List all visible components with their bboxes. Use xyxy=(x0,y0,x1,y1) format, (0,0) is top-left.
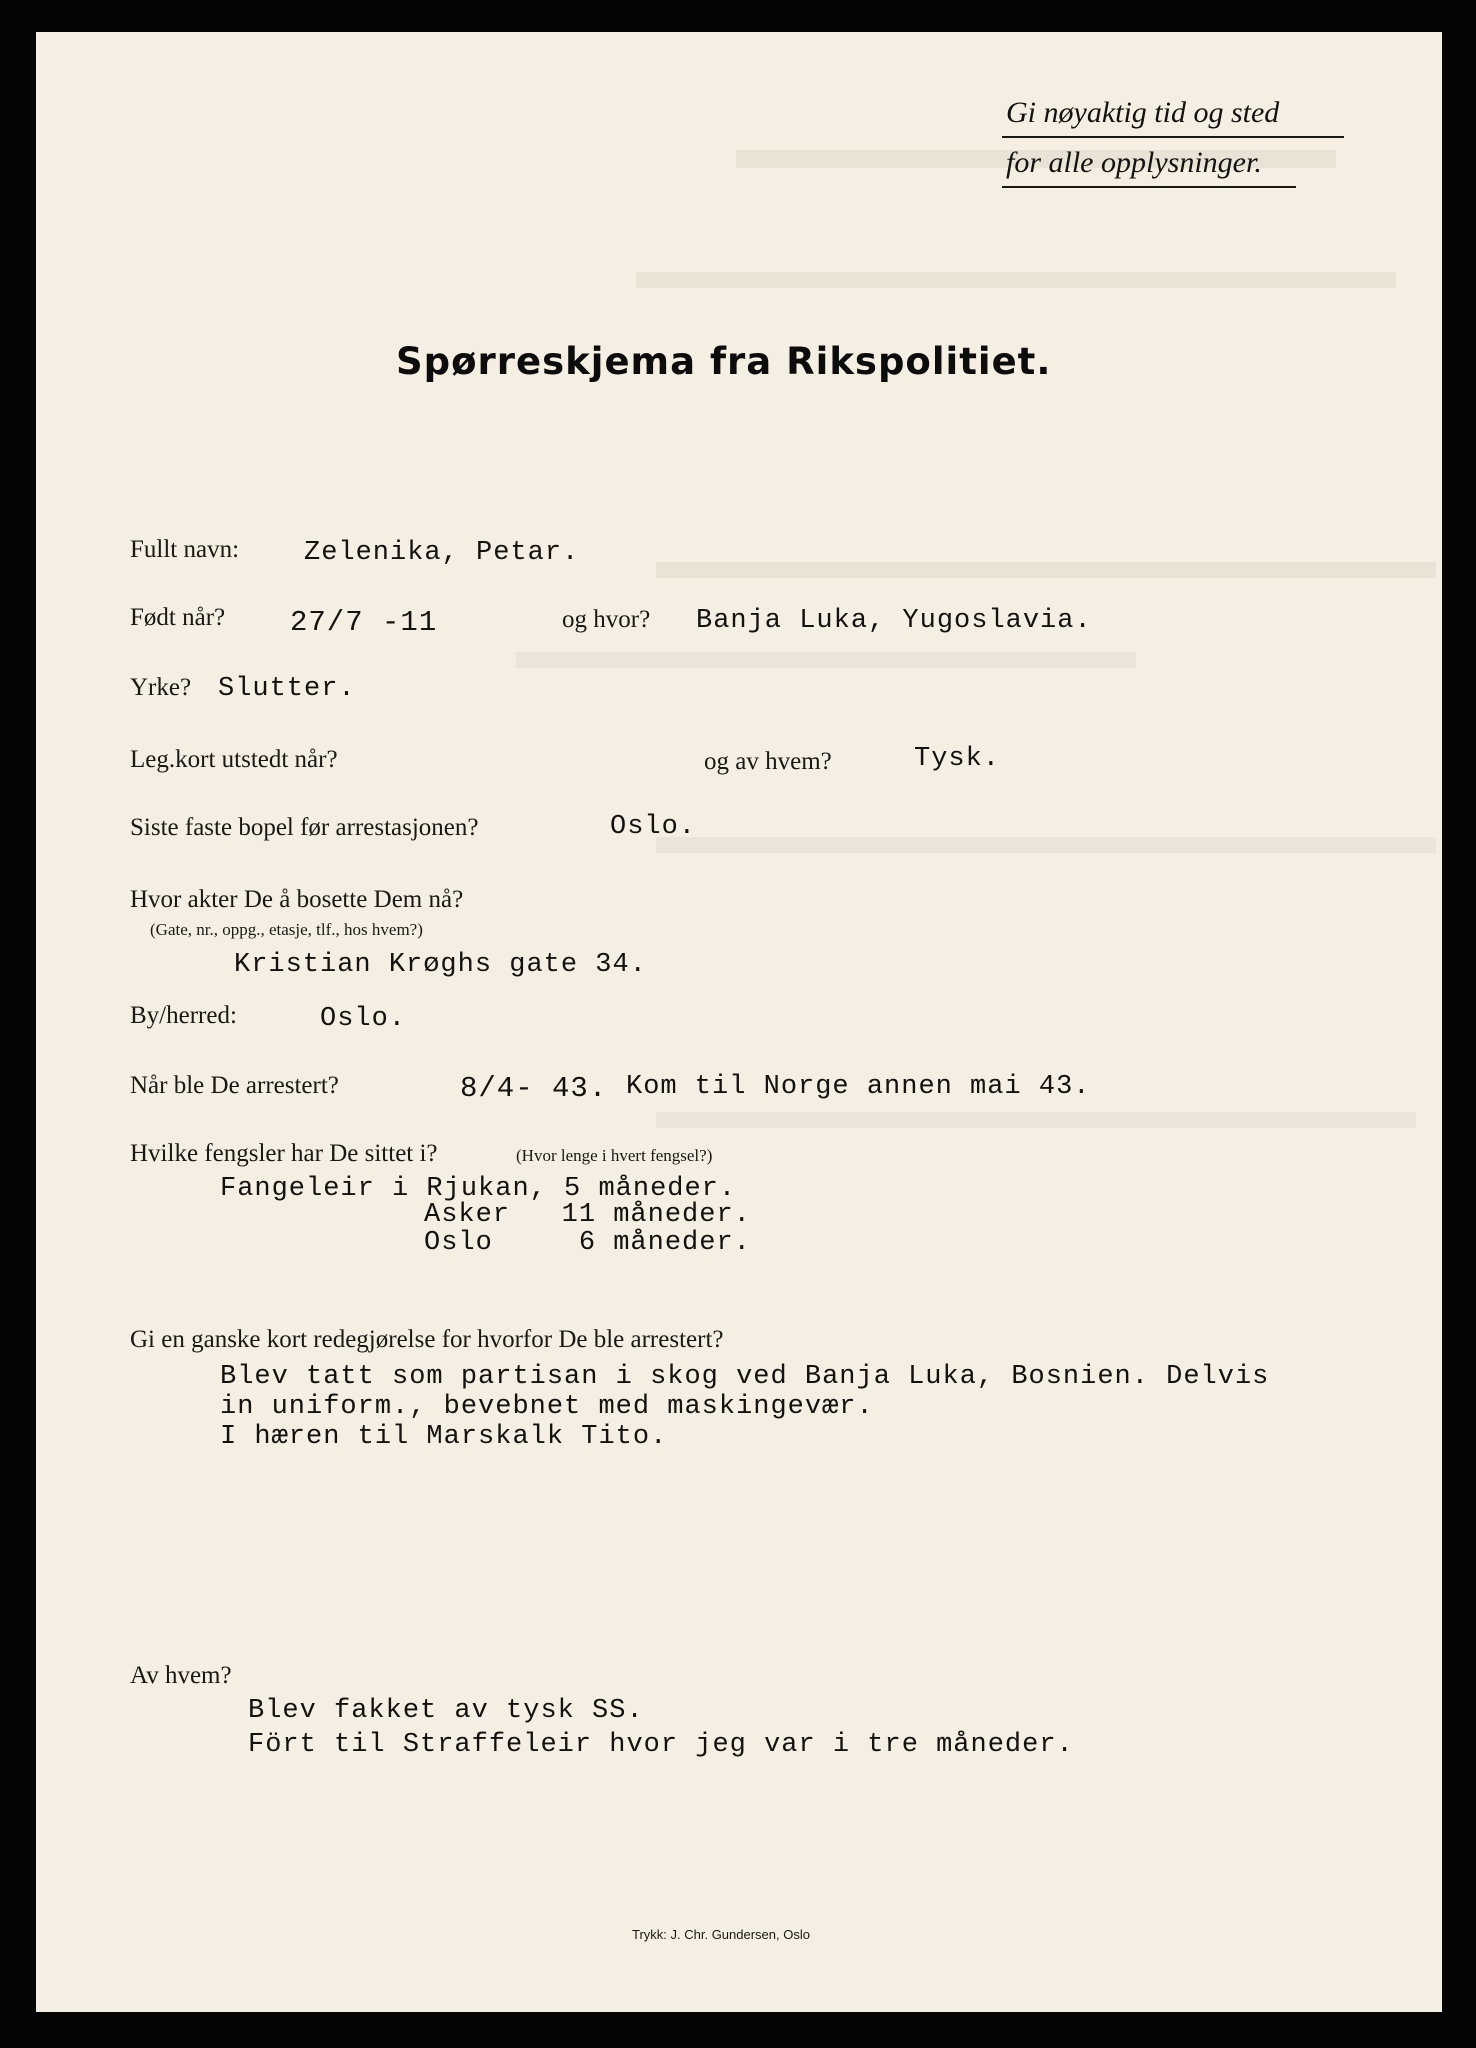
reason-line: Blev tatt som partisan i skog ved Banja Luka, Bosnien. Delvis xyxy=(220,1362,1270,1392)
born-label: Født når? xyxy=(130,604,226,631)
form-title: Spørreskjema fra Rikspolitiet. xyxy=(396,340,1052,383)
prisons-line: Fangeleir i Rjukan, 5 måneder. xyxy=(220,1174,737,1204)
municipality-value: Oslo. xyxy=(320,1004,407,1034)
settle-value: Kristian Krøghs gate 34. xyxy=(234,950,647,980)
prisons-hint: (Hvor lenge i hvert fengsel?) xyxy=(516,1146,713,1165)
arrested-value: 8/4- 43. xyxy=(460,1072,608,1105)
settle-label: Hvor akter De å bosette Dem nå? xyxy=(130,886,464,913)
idcard-by-value: Tysk. xyxy=(914,744,1001,774)
header-note-line1: Gi nøyaktig tid og sted xyxy=(1006,96,1280,129)
by-whom-line: Blev fakket av tysk SS. xyxy=(248,1696,644,1726)
residence-label: Siste faste bopel før arrestasjonen? xyxy=(130,814,479,841)
occupation-value: Slutter. xyxy=(218,674,356,704)
arrested-label: Når ble De arrestert? xyxy=(130,1072,339,1099)
prisons-label: Hvilke fengsler har De sittet i? xyxy=(130,1140,438,1167)
idcard-by-label: og av hvem? xyxy=(704,748,832,775)
born-value: 27/7 -11 xyxy=(290,606,438,639)
name-value: Zelenika, Petar. xyxy=(304,538,580,568)
printer-imprint: Trykk: J. Chr. Gundersen, Oslo xyxy=(632,1927,810,1942)
born-where-label: og hvor? xyxy=(562,606,651,633)
settle-hint: (Gate, nr., oppg., etasje, tlf., hos hvem?) xyxy=(150,920,423,939)
prisons-line: Oslo 6 måneder. xyxy=(424,1228,751,1258)
bleed-through-decoration xyxy=(636,272,1396,288)
bleed-through-decoration xyxy=(656,1112,1416,1128)
idcard-label: Leg.kort utstedt når? xyxy=(130,746,338,773)
header-note-underline2 xyxy=(1002,186,1296,188)
reason-label: Gi en ganske kort redegjørelse for hvorfor De ble arrestert? xyxy=(130,1326,724,1353)
occupation-label: Yrke? xyxy=(130,674,192,701)
name-label: Fullt navn: xyxy=(130,536,240,563)
bleed-through-decoration xyxy=(656,837,1436,853)
bleed-through-decoration xyxy=(516,652,1136,668)
header-note-line2: for alle opplysninger. xyxy=(1006,146,1262,179)
reason-line: I hæren til Marskalk Tito. xyxy=(220,1422,668,1452)
prisons-line: Asker 11 måneder. xyxy=(424,1200,751,1230)
municipality-label: By/herred: xyxy=(130,1002,237,1029)
bleed-through-decoration xyxy=(656,562,1436,578)
born-where-value: Banja Luka, Yugoslavia. xyxy=(696,606,1092,636)
arrested-extra: Kom til Norge annen mai 43. xyxy=(626,1072,1091,1102)
reason-line: in uniform., bevebnet med maskingevær. xyxy=(220,1392,874,1422)
residence-value: Oslo. xyxy=(610,812,697,842)
document-page xyxy=(36,32,1442,2012)
by-whom-label: Av hvem? xyxy=(130,1662,232,1689)
header-note-underline1 xyxy=(1002,136,1344,138)
by-whom-line: Fört til Straffeleir hvor jeg var i tre måneder. xyxy=(248,1730,1074,1760)
